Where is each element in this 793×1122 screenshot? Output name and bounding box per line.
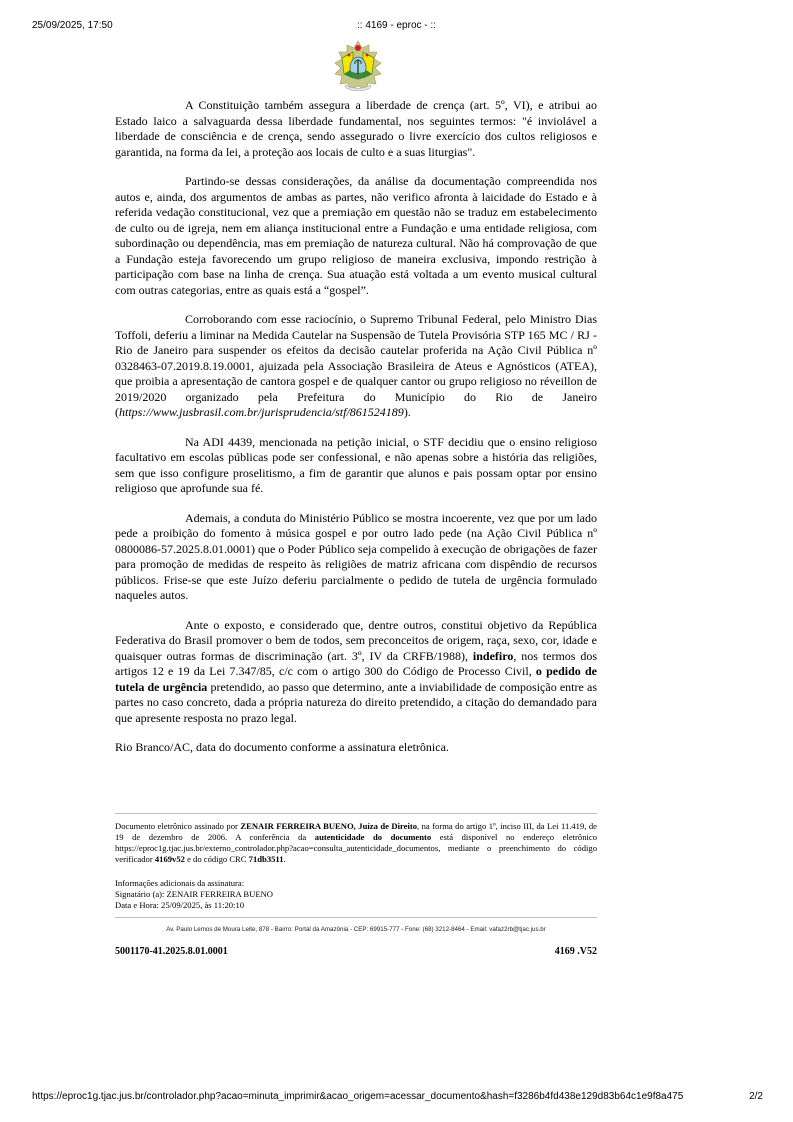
sig-text-5: . — [283, 854, 286, 864]
signatory: Signatário (a): ZENAIR FERREIRA BUENO — [115, 889, 274, 899]
signature-statement — [115, 821, 597, 865]
document-body — [115, 98, 597, 756]
decision-text-a: Ante o exposto, e considerado que, dentre outros, constitui objetivo da República Federativa do Brasil promover o bem de todos, sem preconceitos de origem, raça, sexo, cor, idade e quaisquer outras formas de discriminação (art. 3º, IV da CRFB/1988), — [115, 617, 597, 663]
process-number: 5001170-41.2025.8.01.0001 — [115, 946, 228, 957]
page-title: :: 4169 - eproc - :: — [357, 20, 436, 31]
decision-pedido: o pedido de tutela de urgência — [115, 664, 597, 694]
sig-text-2: , na forma do artigo 1º, inciso III, da Lei 11.419, de 19 de dezembro de 2006. A conferência da — [115, 821, 597, 842]
signature-datetime: Data e Hora: 25/09/2025, às 11:20:10 — [115, 900, 245, 910]
decision-indefiro: indefiro — [472, 648, 514, 663]
signer-name: ZENAIR FERREIRA BUENO, Juíza de Direito — [240, 821, 417, 831]
jusbrasil-link: https://www.jusbrasil.com.br/jurisprudencia/stf/861524189 — [119, 405, 404, 419]
signature-info-title: Informações adicionais da assinatura: — [115, 878, 245, 888]
page-url: https://eproc1g.tjac.jus.br/controlador.php?acao=minuta_imprimir&acao_origem=acessar_documento&hash=f3286b4fd438e129d83b64c1e9f8a475 — [32, 1091, 684, 1102]
paragraph-adi: Na ADI 4439, mencionada na petição inicial, o STF decidiu que o ensino religioso facultativo em escolas públicas pode ser confessional, e não apenas sobre a história das religiões, sem que isso configure proselitismo, a fim de garantir que alunos e pais possam optar por ensino religioso que aprofunde sua fé. — [115, 434, 597, 495]
paragraph-decision — [115, 618, 597, 727]
coat-of-arms-icon — [329, 38, 387, 96]
paragraph-stf — [115, 312, 597, 421]
court-address: Av. Paulo Lemos de Moura Leite, 878 - Bairro: Portal da Amazônia - CEP: 69915-777 - Fone: (68) 3212-8464 - Email: vafaz2rb@tjac.jus.br — [166, 926, 546, 933]
divider — [115, 813, 597, 814]
sig-text-1: Documento eletrônico assinado por — [115, 821, 241, 831]
signature-info — [115, 878, 597, 911]
paragraph-considerations: Partindo-se dessas considerações, da análise da documentação compreendida nos autos e, ainda, dos argumentos de ambas as partes, não verifico afronta à laicidade do Estado e à referida vedação constitucional, vez que a premiação em questão não se traduz em estabelecimento de culto ou de igreja, nem em aliança institucional entre a Fundação e uma entidade religiosa, com subordinação ou dependência, mas em premiação de natureza cultural. Não há comprovação de que a Fundação esteja favorecendo um grupo religioso de maneira exclusiva, impondo restrição à participação com base na linha de crença. Sua atuação está voltada a um evento musical cultural com outras categorias, entre as quais está a “gospel”. — [115, 174, 597, 297]
authenticity-label: autenticidade do documento — [314, 832, 432, 842]
paragraph-stf-text: Corroborando com esse raciocínio, o Supremo Tribunal Federal, pelo Ministro Dias Toffoli, deferiu a liminar na Medida Cautelar na Suspensão de Tutela Provisória STP 165 MC / RJ - Rio de Janeiro para suspender os efeitos da decisão cautelar proferida na Ação Civil Pública nº 0328463-07.2019.8.19.0001, ajuizada pela Associação Brasileira de Ateus e Agnósticos (ATEA), que proibia a apresentação de cantora gospel e de qualquer cantor ou grupo religioso no réveillon de 2019/2020 organizado pela Prefeitura do Município do Rio de Janeiro ( — [115, 312, 597, 419]
page-number: 2/2 — [749, 1091, 763, 1102]
process-row — [115, 946, 597, 957]
verifier-code: 4169v52 — [154, 854, 185, 864]
crc-code: 71db3511 — [248, 854, 284, 864]
signature-block — [115, 813, 597, 935]
paragraph-stf-end: ). — [403, 405, 411, 419]
divider — [115, 917, 597, 918]
decision-text-b: , nos termos dos artigos 12 e 19 da Lei 7.347/85, c/c com o artigo 300 do Código de Processo Civil, — [115, 648, 598, 678]
sig-text-4: e do código CRC — [184, 854, 249, 864]
paragraph-ministerio: Ademais, a conduta do Ministério Público se mostra incoerente, vez que por um lado pede a proibição do fomento à música gospel e por outro lado pede (na Ação Civil Pública nº 0800086-57.2025.8.01.0001) que o Poder Público seja compelido à execução de obrigações de fazer para promoção de medidas de respeito às religiões de matriz africana com dispêndio de recursos públicos. Frise-se que este Juízo deferiu parcialmente o pedido de tutela de urgência formulado naqueles autos. — [115, 510, 597, 602]
sig-text-3: está disponível no endereço eletrônico https://eproc1g.tjac.jus.br/externo_controlador.php?acao=consulta_autenticidade_documentos, mediante o preenchimento do código verificador — [115, 832, 597, 864]
document-id: 4169 .V52 — [554, 946, 597, 957]
decision-text-c: pretendido, ao passo que determino, ante a inviabilidade de composição entre as partes no caso concreto, dada a própria natureza do direito pretendido, a citação do demandado para que apresente resposta no prazo legal. — [115, 679, 597, 725]
paragraph-place-date: Rio Branco/AC, data do documento conforme a assinatura eletrônica. — [115, 740, 449, 754]
print-datetime: 25/09/2025, 17:50 — [32, 20, 113, 31]
paragraph-constitution: A Constituição também assegura a liberdade de crença (art. 5º, VI), e atribui ao Estado laico a salvaguarda dessa liberdade fundamental, nos seguintes termos: "é inviolável a liberdade de consciência e de crença, sendo assegurado o livre exercício dos cultos religiosos e garantida, na forma da lei, a proteção aos locais de culto e a suas liturgias". — [115, 98, 597, 159]
